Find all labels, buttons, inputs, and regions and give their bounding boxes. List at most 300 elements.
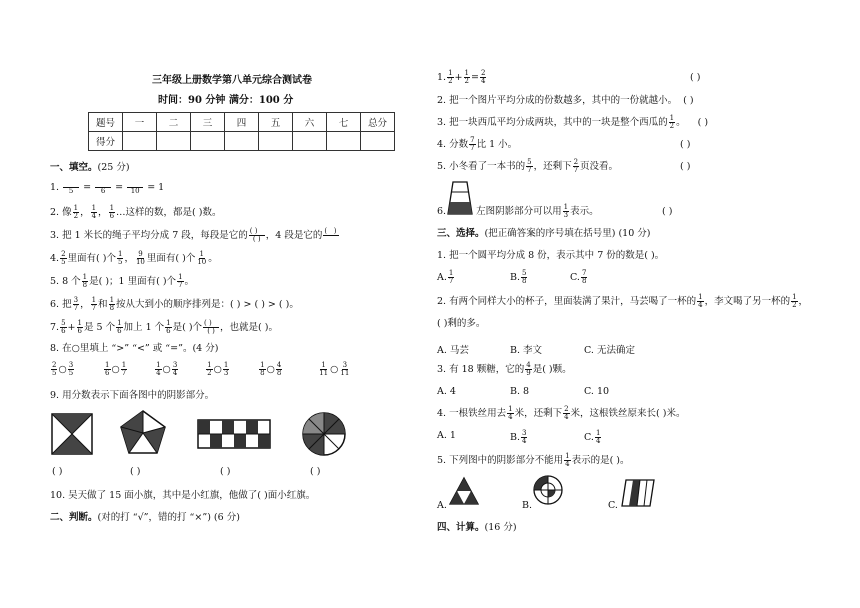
q-text: 2. 把一个图片平均分成的份数越多，其中的一份就越小。 (437, 95, 678, 106)
rectangle-figure (196, 418, 272, 450)
q-text: ， (124, 253, 134, 264)
fraction-num: 2 (480, 69, 486, 77)
score-cell: 四 (225, 113, 259, 132)
comparison-item (154, 362, 202, 377)
option-label: C. (570, 272, 580, 283)
fraction (480, 70, 486, 85)
fraction (172, 362, 178, 377)
fraction-den: 7 (178, 281, 183, 289)
comparison-item (103, 362, 151, 377)
option-label: C. (584, 432, 594, 443)
fraction-num: 1 (448, 69, 453, 77)
fraction (563, 204, 569, 219)
section-title: 一、填空。 (50, 162, 98, 173)
fraction (135, 251, 146, 266)
judge-6 (437, 204, 599, 219)
fraction-num: 1 (109, 296, 115, 304)
fraction (51, 362, 57, 377)
fraction-num: 3 (68, 361, 74, 369)
q-text: 5. 小冬看了一本书的 (437, 161, 526, 172)
fraction (573, 159, 579, 174)
q-text: 4. 分数 (437, 139, 469, 150)
fraction-num: 1 (669, 114, 675, 122)
fraction-num: 3 (522, 429, 527, 437)
q-text: ，还剩下 (533, 161, 572, 172)
fraction (63, 180, 79, 195)
q-text: + (67, 322, 76, 333)
score-cell: 总分 (361, 113, 395, 132)
option-c[interactable]: C. 无法确定 (584, 345, 635, 356)
q-text: 里面有( )个 (67, 253, 116, 264)
q-text: 5. 8 个 (50, 276, 81, 287)
fraction (564, 453, 570, 468)
fraction-den: 8 (260, 369, 265, 377)
score-cell: 五 (259, 113, 293, 132)
fraction-den: 11 (340, 369, 350, 377)
fraction-num: 1 (73, 204, 79, 212)
option-b[interactable]: B. (522, 500, 533, 511)
section-note: (16 分) (484, 522, 517, 533)
fraction-den: 7 (573, 166, 579, 174)
q-text: …这样的数，都是( )数。 (116, 207, 222, 218)
fraction (95, 180, 111, 195)
score-cell: 得分 (89, 132, 123, 151)
pentagon-figure (118, 408, 168, 456)
q-text: 和 (98, 299, 108, 310)
fraction-num: 1 (464, 69, 469, 77)
q-text: ， (98, 207, 108, 218)
fraction (339, 362, 350, 377)
answer-blank[interactable]: ( ) (683, 95, 694, 106)
answer-blank[interactable]: ( ) (310, 466, 321, 477)
fraction (507, 406, 513, 421)
q-text: 2. 有两个同样大小的杯子，里面装满了果汁，马芸喝了一杯的 (437, 296, 697, 307)
fraction-num: 7 (581, 269, 587, 277)
answer-blank[interactable]: ( ) (220, 466, 231, 477)
fraction (116, 320, 122, 335)
fraction-num: 2 (573, 158, 579, 166)
q-text: 7. (50, 322, 60, 333)
fraction (117, 251, 123, 266)
q-text: 6. 把 (50, 299, 72, 310)
question-6 (50, 297, 299, 312)
fraction-num: 1 (563, 203, 569, 211)
fraction (276, 362, 282, 377)
fraction-den: 6 (109, 212, 115, 220)
fraction-den: 4 (595, 437, 601, 445)
blank-fraction[interactable]: ( ) ( ) (249, 228, 265, 243)
fraction-den: 9 (526, 369, 531, 377)
fraction-num: 5 (527, 158, 532, 166)
fraction-num: 1 (448, 269, 454, 277)
fraction-den: 8 (581, 277, 587, 285)
q-text: 3. 有 18 颗糖，它的 (437, 364, 525, 375)
fraction-num: 2 (52, 361, 57, 369)
fraction-den: 4 (91, 212, 97, 220)
comparison-item (205, 362, 255, 377)
blank-fraction[interactable]: ( ) (323, 228, 339, 243)
fraction-den: 3 (563, 211, 569, 219)
option-b[interactable] (510, 430, 528, 445)
fraction-den: 6 (166, 327, 171, 335)
fraction-num: 4 (276, 361, 282, 369)
fraction-den: 10 (197, 258, 207, 266)
compare-circle[interactable]: ○ (58, 364, 67, 375)
option-a[interactable]: A. 4 (437, 386, 456, 397)
question-1 (50, 180, 164, 195)
fraction-num: 5 (61, 319, 66, 327)
score-cell: 题号 (89, 113, 123, 132)
question-10: 10. 吴天做了 15 面小旗，其中是小红旗，他做了( )面小红旗。 (50, 490, 316, 501)
target-circle-figure (532, 474, 564, 506)
section-note: (对的打 “√”，错的打 “×”) (6 分) (97, 512, 240, 523)
fraction-num: 5 (522, 269, 527, 277)
page-title: 三年级上册数学第八单元综合测试卷 (152, 75, 312, 86)
parallelogram-figure (620, 478, 656, 508)
fraction-num: 1 (117, 319, 122, 327)
q-text: 3. 把一块西瓜平均分成两块，其中的一块是整个西瓜的 (437, 117, 668, 128)
score-input[interactable] (157, 132, 191, 151)
equals: = (115, 182, 124, 193)
fraction-den: 8 (276, 369, 282, 377)
q-text: 米，还剩下 (514, 408, 563, 419)
fraction-num: 1 (105, 361, 110, 369)
fraction-den: 4 (564, 413, 569, 421)
fraction-den: 6 (105, 369, 110, 377)
fraction-den: 6 (77, 327, 82, 335)
q-text: ，4 段是它的 (265, 230, 323, 241)
answer-blank[interactable]: ( ) (52, 466, 63, 477)
section-title: 三、选择。 (437, 228, 485, 239)
fraction-den: 3 (223, 369, 229, 377)
fraction-num: 3 (342, 361, 348, 369)
option-b[interactable]: B. 8 (510, 386, 530, 397)
score-table (88, 112, 395, 151)
fraction (521, 270, 527, 285)
section-1-heading (50, 162, 130, 173)
fraction-den: 2 (464, 77, 469, 85)
q-text: 是 5 个 (83, 322, 116, 333)
fraction (82, 274, 88, 289)
q-text: 4. 一根铁丝用去 (437, 408, 507, 419)
fraction (581, 270, 587, 285)
option-c[interactable]: C. (608, 500, 618, 511)
fraction-num: 1 (199, 250, 205, 258)
fraction-num: 1 (117, 250, 123, 258)
q-text: 1. (437, 72, 447, 83)
fraction (259, 362, 265, 377)
fraction (448, 270, 454, 285)
answer-blank[interactable]: ( ) (680, 139, 691, 150)
q-text: ， (798, 296, 809, 307)
q-text: 比 1 小。 (476, 139, 518, 150)
q-text: 页没看。 (580, 161, 619, 172)
fraction-num: 9 (138, 250, 143, 258)
fraction (68, 362, 74, 377)
q-text: 。 (676, 117, 686, 128)
q-text: ，也就是( )。 (220, 322, 278, 333)
fraction-den: 4 (565, 460, 570, 468)
fraction-den: 4 (698, 301, 703, 309)
fraction (109, 297, 115, 312)
judge-4 (437, 137, 517, 152)
choice-2-line2: ( )剩的多。 (437, 318, 486, 329)
fraction (77, 320, 83, 335)
section-note: (把正确答案的序号填在括号里) (10 分) (484, 228, 651, 239)
fraction-num: 7 (470, 136, 475, 144)
fraction-den: 7 (73, 304, 79, 312)
fraction-num: 2 (61, 250, 66, 258)
judge-2 (437, 95, 694, 106)
fraction-den: 7 (527, 166, 532, 174)
option-c[interactable] (570, 270, 588, 285)
fraction-den: 10 (135, 258, 145, 266)
fraction (127, 180, 143, 195)
fraction (73, 205, 79, 220)
score-cell: 二 (157, 113, 191, 132)
fraction-num: 1 (178, 273, 183, 281)
fraction-den: 5 (61, 258, 66, 266)
q-text: ， (80, 207, 90, 218)
fraction-den: 6 (100, 187, 106, 195)
question-8: 8. 在○里填上 “>” “<” 或 “=”。(4 分) (50, 343, 219, 354)
option-a[interactable] (437, 270, 455, 285)
fraction-num: 1 (223, 361, 229, 369)
fraction (73, 297, 79, 312)
answer-blank[interactable]: ( ) (662, 206, 673, 217)
fraction-den: 7 (470, 144, 475, 152)
fraction (109, 205, 115, 220)
fraction-num: 3 (172, 361, 178, 369)
fraction-num: 1 (91, 296, 97, 304)
fraction (91, 297, 97, 312)
answer-blank[interactable]: ( ) (690, 72, 701, 83)
option-c[interactable] (584, 430, 602, 445)
fraction (104, 362, 110, 377)
fraction (469, 137, 475, 152)
comparison-item (50, 362, 100, 377)
q-text: 左图阴影部分可以用 (476, 206, 562, 217)
fraction-num: 1 (82, 273, 88, 281)
fraction (447, 70, 453, 85)
fraction-num: 1 (77, 319, 82, 327)
option-label: B. (510, 432, 521, 443)
fraction-den: 2 (448, 77, 453, 85)
choice-5 (437, 453, 630, 468)
score-input[interactable] (225, 132, 259, 151)
fraction-den: 4 (156, 369, 161, 377)
section-3-heading (437, 228, 650, 239)
score-cell: 一 (123, 113, 157, 132)
fraction (155, 362, 161, 377)
score-value-row (89, 132, 395, 151)
option-b[interactable] (510, 270, 528, 285)
fraction-num: 1 (792, 293, 797, 301)
comparison-row (50, 362, 367, 377)
score-cell: 三 (191, 113, 225, 132)
fraction (526, 159, 532, 174)
fraction-num: 1 (565, 452, 570, 460)
score-input[interactable] (361, 132, 395, 151)
compare-circle[interactable]: ○ (162, 364, 171, 375)
q-number: 1. (50, 182, 60, 193)
q-text: + (454, 72, 463, 83)
fraction-den: 4 (508, 413, 513, 421)
fraction-den: 4 (522, 437, 527, 445)
fraction-den: 4 (172, 369, 178, 377)
fraction (177, 274, 183, 289)
section-title: 二、判断。 (50, 512, 98, 523)
fraction-den: 2 (73, 212, 79, 220)
fraction-den: 7 (91, 304, 97, 312)
fraction-den: 5 (52, 369, 57, 377)
fraction-num: 1 (321, 361, 326, 369)
fraction-num: 3 (73, 296, 79, 304)
fraction (791, 294, 797, 309)
question-4 (50, 251, 218, 266)
fraction-num: 1 (121, 361, 127, 369)
fraction-num: 1 (508, 405, 513, 413)
question-9: 9. 用分数表示下面各图中的阴影部分。 (50, 390, 215, 401)
q-text: ，李文喝了另一杯的 (704, 296, 791, 307)
fraction (91, 205, 97, 220)
choice-4 (437, 406, 685, 421)
fraction-den: 8 (522, 277, 527, 285)
equals: = (83, 182, 92, 193)
q-text: 4. (50, 253, 60, 264)
fraction-den: 10 (130, 187, 140, 195)
answer-blank[interactable]: ( ) (697, 117, 709, 128)
fraction-num: 2 (564, 405, 569, 413)
q-text: 。 (184, 276, 195, 287)
q-text: 表示的是( )。 (571, 455, 630, 466)
question-7 (50, 320, 278, 335)
exam-meta: 时间：90 分钟 满分：100 分 (158, 95, 294, 106)
equals-one: = 1 (147, 182, 165, 193)
fraction-den: 6 (61, 327, 66, 335)
section-note: (25 分) (97, 162, 130, 173)
section-4-heading (437, 522, 517, 533)
fraction (121, 362, 127, 377)
option-a[interactable]: A. 1 (437, 430, 456, 441)
fraction (60, 251, 66, 266)
q-text: 3. 把 1 米长的绳子平均分成 7 段，每段是它的 (50, 230, 248, 241)
option-label: A. (437, 272, 447, 283)
comparison-item (317, 362, 367, 377)
fraction (521, 430, 527, 445)
fraction (196, 251, 207, 266)
compare-circle[interactable]: ○ (111, 364, 120, 375)
option-a[interactable]: A. 马芸 (437, 345, 469, 356)
q-text: 米，这根铁丝原来长( )米。 (570, 408, 686, 419)
compare-circle[interactable]: ○ (266, 364, 275, 375)
fraction (318, 362, 329, 377)
compare-circle[interactable]: ○ (213, 364, 222, 375)
question-3 (50, 228, 340, 243)
q-text: 2. 像 (50, 207, 72, 218)
fraction-den: 8 (82, 281, 88, 289)
fraction (223, 362, 229, 377)
fraction-den: 4 (480, 77, 486, 85)
option-a[interactable]: A. (437, 500, 447, 511)
score-cell: 六 (293, 113, 327, 132)
score-input[interactable] (293, 132, 327, 151)
blank-fraction[interactable]: ( ) ( ) (203, 320, 219, 335)
square-figure (50, 412, 94, 456)
answer-blank[interactable]: ( ) (680, 161, 691, 172)
question-2 (50, 205, 221, 220)
fraction-num: 1 (156, 361, 161, 369)
fraction-den: 5 (117, 258, 123, 266)
q-text: 5. 下列图中的阴影部分不能用 (437, 455, 564, 466)
fraction-den: 5 (68, 369, 74, 377)
fraction-num: 1 (166, 319, 171, 327)
q-text: 是( )；1 里面有( )个 (89, 276, 177, 287)
section-2-heading (50, 512, 240, 523)
q-text: 。 (208, 253, 218, 264)
judge-5 (437, 159, 618, 174)
fraction (165, 320, 171, 335)
choice-2 (437, 294, 808, 309)
judge-1 (437, 70, 487, 85)
fraction (464, 70, 470, 85)
section-title: 四、计算。 (437, 522, 485, 533)
score-input[interactable] (259, 132, 293, 151)
q-text: 按从大到小的顺序排列是：( ) > ( ) > ( )。 (116, 299, 299, 310)
fraction-num: 1 (260, 361, 265, 369)
fraction (669, 115, 675, 130)
option-c[interactable]: C. 10 (584, 386, 610, 397)
option-b[interactable]: B. 李文 (510, 345, 543, 356)
fraction (595, 430, 601, 445)
judge-3 (437, 115, 708, 130)
fraction (206, 362, 212, 377)
fraction-num: 1 (207, 361, 212, 369)
fraction-num: 1 (109, 204, 115, 212)
choice-1: 1. 把一个圆平均分成 8 份，表示其中 7 份的数是( )。 (437, 250, 665, 261)
score-input[interactable] (191, 132, 225, 151)
compare-circle[interactable]: ○ (330, 364, 339, 375)
fraction-num: 4 (526, 361, 531, 369)
fraction-den: 5 (68, 187, 74, 195)
triangle-figure (448, 476, 480, 506)
fraction-num: 1 (91, 204, 97, 212)
q-text: 表示。 (570, 206, 599, 217)
fraction-den: 2 (207, 369, 212, 377)
answer-blank[interactable]: ( ) (130, 466, 141, 477)
fraction-num: 1 (595, 429, 601, 437)
score-input[interactable] (123, 132, 157, 151)
fraction-den: 11 (319, 369, 329, 377)
score-header-row (89, 113, 395, 132)
q-text: = (470, 72, 479, 83)
q-text: 是( )颗。 (532, 364, 572, 375)
circle-figure (300, 410, 348, 458)
fraction-num: 1 (698, 293, 703, 301)
q-text: 6. (437, 206, 447, 217)
question-5 (50, 274, 194, 289)
fraction-den: 8 (109, 304, 115, 312)
score-input[interactable] (327, 132, 361, 151)
q-text: 是( )个 (172, 322, 203, 333)
fraction (60, 320, 66, 335)
q-text: 里面有( )个 (146, 253, 196, 264)
fraction (525, 362, 531, 377)
fraction-den: 6 (117, 327, 122, 335)
q-text: ， (80, 299, 90, 310)
fraction (697, 294, 703, 309)
score-cell: 七 (327, 113, 361, 132)
